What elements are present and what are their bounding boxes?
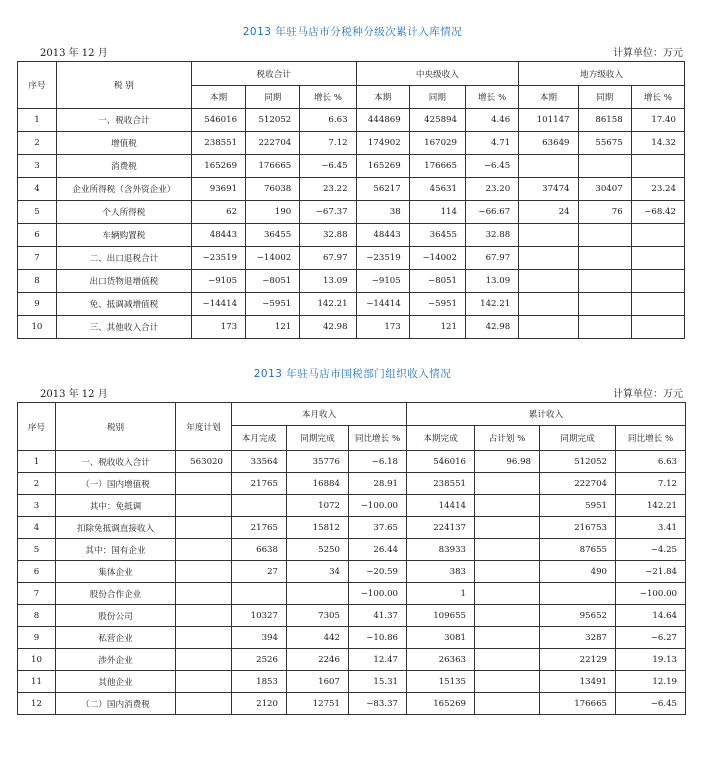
value-cell: 512052 <box>246 109 300 132</box>
value-cell: 16884 <box>287 473 349 495</box>
value-cell <box>176 671 232 693</box>
value-cell: 165269 <box>191 155 245 178</box>
value-cell <box>578 247 631 270</box>
tax-name-cell: 其中：免抵调 <box>56 495 176 517</box>
header-prior: 同期 <box>409 86 465 109</box>
value-cell <box>631 247 684 270</box>
value-cell: −66.67 <box>465 201 518 224</box>
value-cell: 238551 <box>191 132 245 155</box>
row-number: 5 <box>18 201 57 224</box>
value-cell: 425894 <box>409 109 465 132</box>
table2-unit: 计算单位：万元 <box>613 389 683 400</box>
value-cell: 96.98 <box>475 451 540 473</box>
value-cell: 512052 <box>540 451 616 473</box>
value-cell: 442 <box>287 627 349 649</box>
value-cell <box>519 316 578 339</box>
value-cell: 444869 <box>356 109 409 132</box>
value-cell <box>232 583 287 605</box>
value-cell: 95652 <box>540 605 616 627</box>
row-number: 12 <box>18 693 56 715</box>
row-number: 2 <box>18 132 57 155</box>
value-cell <box>631 155 684 178</box>
value-cell <box>519 224 578 247</box>
value-cell: 67.97 <box>300 247 356 270</box>
value-cell <box>475 671 540 693</box>
header-cum-prior: 同期完成 <box>540 426 616 451</box>
value-cell: 142.21 <box>300 293 356 316</box>
value-cell: 63649 <box>519 132 578 155</box>
table-row <box>18 473 686 495</box>
value-cell: 490 <box>540 561 616 583</box>
revenue-table <box>17 402 686 715</box>
table-row <box>18 693 686 715</box>
value-cell: 238551 <box>407 473 475 495</box>
value-cell: 165269 <box>356 155 409 178</box>
value-cell: 48443 <box>191 224 245 247</box>
value-cell: 5951 <box>540 495 616 517</box>
value-cell: 14.64 <box>616 605 686 627</box>
value-cell: 14414 <box>407 495 475 517</box>
value-cell: −9105 <box>356 270 409 293</box>
value-cell <box>475 561 540 583</box>
table-row <box>18 495 686 517</box>
table2-date: 2013 年 12 月 <box>40 389 108 400</box>
value-cell <box>475 583 540 605</box>
value-cell: 36455 <box>409 224 465 247</box>
value-cell: −100.00 <box>616 583 686 605</box>
header-monthly: 本月收入 <box>232 403 407 426</box>
row-number: 7 <box>18 583 56 605</box>
value-cell: 1072 <box>287 495 349 517</box>
table-row <box>18 178 685 201</box>
value-cell: 546016 <box>407 451 475 473</box>
value-cell: 24 <box>519 201 578 224</box>
table1-title: 2013 年驻马店市分税种分级次累计入库情况 <box>242 26 463 38</box>
header-current: 本期 <box>519 86 578 109</box>
value-cell: 23.22 <box>300 178 356 201</box>
value-cell: 21765 <box>232 473 287 495</box>
value-cell: 21765 <box>232 517 287 539</box>
header-cumulative: 累计收入 <box>407 403 686 426</box>
value-cell: 48443 <box>356 224 409 247</box>
table-row <box>18 270 685 293</box>
value-cell <box>176 583 232 605</box>
value-cell <box>578 293 631 316</box>
value-cell: −5951 <box>409 293 465 316</box>
value-cell: −14414 <box>191 293 245 316</box>
row-number: 11 <box>18 671 56 693</box>
header-prior: 同期 <box>246 86 300 109</box>
value-cell: 14.32 <box>631 132 684 155</box>
value-cell <box>519 155 578 178</box>
value-cell: 394 <box>232 627 287 649</box>
tax-category-table <box>17 61 685 339</box>
value-cell: 1853 <box>232 671 287 693</box>
tax-name-cell: 企业所得税（含外资企业） <box>56 178 191 201</box>
value-cell: 67.97 <box>465 247 518 270</box>
row-number: 1 <box>18 451 56 473</box>
value-cell: 216753 <box>540 517 616 539</box>
value-cell: −21.84 <box>616 561 686 583</box>
table-row <box>18 247 685 270</box>
tax-name-cell: 个人所得税 <box>56 201 191 224</box>
tax-name-cell: 消费税 <box>56 155 191 178</box>
value-cell: 22129 <box>540 649 616 671</box>
header-cum-growth: 同比增长 % <box>616 426 686 451</box>
value-cell: 12.19 <box>616 671 686 693</box>
row-number: 1 <box>18 109 57 132</box>
value-cell <box>578 224 631 247</box>
value-cell: 173 <box>356 316 409 339</box>
value-cell <box>475 473 540 495</box>
table-row <box>18 539 686 561</box>
value-cell: 13.09 <box>300 270 356 293</box>
value-cell: −10.86 <box>349 627 407 649</box>
header-annual-plan: 年度计划 <box>176 403 232 451</box>
value-cell: 173 <box>191 316 245 339</box>
value-cell <box>475 627 540 649</box>
value-cell: 7305 <box>287 605 349 627</box>
table-row <box>18 649 686 671</box>
value-cell: 23.20 <box>465 178 518 201</box>
table-row <box>18 517 686 539</box>
value-cell: 222704 <box>246 132 300 155</box>
value-cell: 5250 <box>287 539 349 561</box>
tax-name-cell: 股份合作企业 <box>56 583 176 605</box>
tax-name-cell: 其中：国有企业 <box>56 539 176 561</box>
value-cell <box>176 627 232 649</box>
value-cell: 33564 <box>232 451 287 473</box>
table-row <box>18 316 685 339</box>
header-cum-done: 本期完成 <box>407 426 475 451</box>
value-cell: −83.37 <box>349 693 407 715</box>
tax-name-cell: 车辆购置税 <box>56 224 191 247</box>
value-cell: 34 <box>287 561 349 583</box>
value-cell: 27 <box>232 561 287 583</box>
value-cell: 26.44 <box>349 539 407 561</box>
value-cell: −6.45 <box>465 155 518 178</box>
value-cell: 6.63 <box>616 451 686 473</box>
value-cell <box>578 155 631 178</box>
value-cell: −6.45 <box>300 155 356 178</box>
table-row <box>18 132 685 155</box>
tax-name-cell: 涉外企业 <box>56 649 176 671</box>
value-cell: 15812 <box>287 517 349 539</box>
value-cell: 45631 <box>409 178 465 201</box>
value-cell: 4.71 <box>465 132 518 155</box>
value-cell: 2120 <box>232 693 287 715</box>
value-cell <box>176 517 232 539</box>
value-cell: 37.65 <box>349 517 407 539</box>
value-cell: 142.21 <box>465 293 518 316</box>
value-cell: 3081 <box>407 627 475 649</box>
value-cell: 26363 <box>407 649 475 671</box>
table-row <box>18 109 685 132</box>
row-number: 5 <box>18 539 56 561</box>
value-cell: 23.24 <box>631 178 684 201</box>
value-cell: 15135 <box>407 671 475 693</box>
row-number: 6 <box>18 561 56 583</box>
row-number: 8 <box>18 605 56 627</box>
value-cell: 38 <box>356 201 409 224</box>
value-cell <box>475 495 540 517</box>
value-cell: 15.31 <box>349 671 407 693</box>
value-cell: 12751 <box>287 693 349 715</box>
value-cell: 6638 <box>232 539 287 561</box>
value-cell: 142.21 <box>616 495 686 517</box>
value-cell <box>578 270 631 293</box>
value-cell <box>176 539 232 561</box>
table-row <box>18 155 685 178</box>
header-month-growth: 同比增长 % <box>349 426 407 451</box>
value-cell: 76038 <box>246 178 300 201</box>
header-seq: 序号 <box>18 403 56 451</box>
value-cell: 42.98 <box>300 316 356 339</box>
value-cell: 42.98 <box>465 316 518 339</box>
value-cell: −23519 <box>356 247 409 270</box>
value-cell <box>519 247 578 270</box>
row-number: 4 <box>18 178 57 201</box>
header-current: 本期 <box>356 86 409 109</box>
value-cell: 3287 <box>540 627 616 649</box>
tax-name-cell: 其他企业 <box>56 671 176 693</box>
value-cell: −14002 <box>409 247 465 270</box>
value-cell: 546016 <box>191 109 245 132</box>
tax-name-cell: 三、其他收入合计 <box>56 316 191 339</box>
value-cell: 6.63 <box>300 109 356 132</box>
value-cell: 32.88 <box>300 224 356 247</box>
header-month-prior: 同期完成 <box>287 426 349 451</box>
value-cell: 10327 <box>232 605 287 627</box>
tax-name-cell: （一）国内增值税 <box>56 473 176 495</box>
table-row <box>18 451 686 473</box>
value-cell: 17.40 <box>631 109 684 132</box>
value-cell: 37474 <box>519 178 578 201</box>
value-cell <box>287 583 349 605</box>
row-number: 10 <box>18 316 57 339</box>
tax-name-cell: 出口货物退增值税 <box>56 270 191 293</box>
value-cell: 1607 <box>287 671 349 693</box>
tax-name-cell: 私营企业 <box>56 627 176 649</box>
value-cell: 56217 <box>356 178 409 201</box>
tax-name-cell: 股份公司 <box>56 605 176 627</box>
value-cell: −6.45 <box>616 693 686 715</box>
value-cell: −67.37 <box>300 201 356 224</box>
value-cell: −14414 <box>356 293 409 316</box>
header-growth: 增长 % <box>465 86 518 109</box>
value-cell <box>631 316 684 339</box>
value-cell: −100.00 <box>349 495 407 517</box>
value-cell: 174902 <box>356 132 409 155</box>
header-tax: 税 别 <box>56 62 191 109</box>
value-cell: 28.91 <box>349 473 407 495</box>
tax-name-cell: 免、抵调减增值税 <box>56 293 191 316</box>
value-cell: −8051 <box>246 270 300 293</box>
row-number: 3 <box>18 495 56 517</box>
value-cell: 19.13 <box>616 649 686 671</box>
value-cell <box>475 693 540 715</box>
header-seq: 序号 <box>18 62 57 109</box>
row-number: 4 <box>18 517 56 539</box>
value-cell: 76 <box>578 201 631 224</box>
table-row <box>18 293 685 316</box>
value-cell: 13491 <box>540 671 616 693</box>
value-cell: 114 <box>409 201 465 224</box>
value-cell: 121 <box>246 316 300 339</box>
tax-name-cell: 扣除免抵调直接收入 <box>56 517 176 539</box>
tax-name-cell: （二）国内消费税 <box>56 693 176 715</box>
header-growth: 增长 % <box>631 86 684 109</box>
value-cell: 222704 <box>540 473 616 495</box>
value-cell <box>176 605 232 627</box>
header-central: 中央级收入 <box>356 62 519 86</box>
header-prior: 同期 <box>578 86 631 109</box>
value-cell <box>578 316 631 339</box>
table-row <box>18 561 686 583</box>
table-row <box>18 583 686 605</box>
value-cell: 83933 <box>407 539 475 561</box>
value-cell <box>475 517 540 539</box>
value-cell: −100.00 <box>349 583 407 605</box>
tax-name-cell: 一、税收收入合计 <box>56 451 176 473</box>
value-cell: 121 <box>409 316 465 339</box>
value-cell <box>176 473 232 495</box>
value-cell <box>176 693 232 715</box>
value-cell: 62 <box>191 201 245 224</box>
value-cell: 12.47 <box>349 649 407 671</box>
header-current: 本期 <box>191 86 245 109</box>
value-cell: 190 <box>246 201 300 224</box>
tax-name-cell: 二、出口退税合计 <box>56 247 191 270</box>
value-cell: −14002 <box>246 247 300 270</box>
value-cell <box>631 224 684 247</box>
value-cell: 87655 <box>540 539 616 561</box>
row-number: 9 <box>18 293 57 316</box>
value-cell <box>475 605 540 627</box>
value-cell <box>232 495 287 517</box>
row-number: 9 <box>18 627 56 649</box>
tax-name-cell: 集体企业 <box>56 561 176 583</box>
value-cell: 1 <box>407 583 475 605</box>
value-cell: −6.27 <box>616 627 686 649</box>
table-row <box>18 224 685 247</box>
value-cell: −68.42 <box>631 201 684 224</box>
value-cell: 41.37 <box>349 605 407 627</box>
header-month-done: 本月完成 <box>232 426 287 451</box>
header-cum-plan-pct: 占计划 % <box>475 426 540 451</box>
value-cell: −20.59 <box>349 561 407 583</box>
value-cell <box>475 649 540 671</box>
value-cell: 2526 <box>232 649 287 671</box>
value-cell <box>519 293 578 316</box>
value-cell <box>176 561 232 583</box>
value-cell: 176665 <box>246 155 300 178</box>
value-cell: 86158 <box>578 109 631 132</box>
value-cell: −4.25 <box>616 539 686 561</box>
value-cell: 13.09 <box>465 270 518 293</box>
value-cell: 563020 <box>176 451 232 473</box>
header-local: 地方级收入 <box>519 62 685 86</box>
value-cell: 383 <box>407 561 475 583</box>
value-cell: 35776 <box>287 451 349 473</box>
value-cell <box>176 649 232 671</box>
table-row <box>18 627 686 649</box>
value-cell: 176665 <box>540 693 616 715</box>
value-cell: 36455 <box>246 224 300 247</box>
row-number: 10 <box>18 649 56 671</box>
row-number: 2 <box>18 473 56 495</box>
row-number: 3 <box>18 155 57 178</box>
value-cell <box>540 583 616 605</box>
value-cell <box>631 270 684 293</box>
value-cell: −23519 <box>191 247 245 270</box>
value-cell: 32.88 <box>465 224 518 247</box>
value-cell: 7.12 <box>616 473 686 495</box>
value-cell: −6.18 <box>349 451 407 473</box>
value-cell: 2246 <box>287 649 349 671</box>
value-cell: 176665 <box>409 155 465 178</box>
table-row <box>18 201 685 224</box>
value-cell: 109655 <box>407 605 475 627</box>
tax-name-cell: 增值税 <box>56 132 191 155</box>
value-cell: 55675 <box>578 132 631 155</box>
table2-title: 2013 年驻马店市国税部门组织收入情况 <box>253 368 452 380</box>
tax-name-cell: 一、税收合计 <box>56 109 191 132</box>
value-cell: 93691 <box>191 178 245 201</box>
value-cell <box>176 495 232 517</box>
value-cell: 165269 <box>407 693 475 715</box>
value-cell <box>631 293 684 316</box>
value-cell: −8051 <box>409 270 465 293</box>
value-cell: −9105 <box>191 270 245 293</box>
value-cell: 3.41 <box>616 517 686 539</box>
value-cell: 224137 <box>407 517 475 539</box>
value-cell <box>519 270 578 293</box>
value-cell: 101147 <box>519 109 578 132</box>
header-tax-total: 税收合计 <box>191 62 356 86</box>
table-row <box>18 671 686 693</box>
value-cell <box>475 539 540 561</box>
value-cell: −5951 <box>246 293 300 316</box>
value-cell: 7.12 <box>300 132 356 155</box>
value-cell: 4.46 <box>465 109 518 132</box>
table1-date: 2013 年 12 月 <box>40 48 108 59</box>
header-tax: 税别 <box>56 403 176 451</box>
table-row <box>18 605 686 627</box>
value-cell: 30407 <box>578 178 631 201</box>
row-number: 7 <box>18 247 57 270</box>
row-number: 8 <box>18 270 57 293</box>
value-cell: 167029 <box>409 132 465 155</box>
table1-unit: 计算单位：万元 <box>613 48 683 59</box>
row-number: 6 <box>18 224 57 247</box>
header-growth: 增长 % <box>300 86 356 109</box>
